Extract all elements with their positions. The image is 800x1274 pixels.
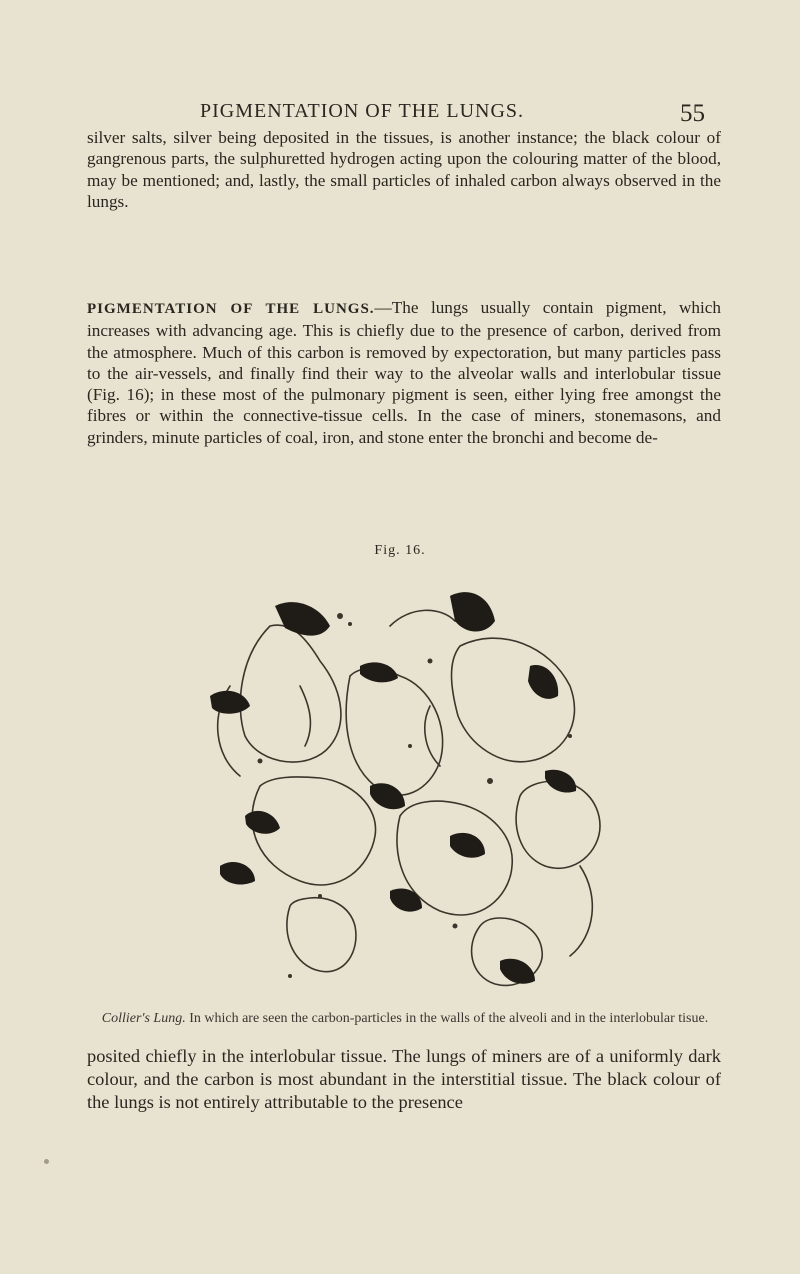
caption-text: In which are seen the carbon-particles in the walls of the alveoli and in the interlobular tisue. — [189, 1011, 709, 1026]
section-body: —The lungs usually contain pigment, which increases with advancing age. This is chiefly due to the presence of carbon, derived from the atmosphere. Much of this carbon is removed by expectoration, but many particles pass to the air-vessels, and finally find their way to the alveolar walls and interlobular tissue (Fig. 16); in these most of the pulmonary pigment is seen, either lying free amongst the fibres or within the connective-tissue cells. In the case of miners, stonemasons, and grinders, minute particles of coal, iron, and stone enter the bronchi and become de- — [87, 298, 721, 447]
page-number: 55 — [680, 100, 705, 127]
section-heading: PIGMENTATION OF THE LUNGS. — [87, 301, 375, 317]
paper-stain — [44, 1159, 49, 1164]
figure-caption — [90, 1010, 720, 1027]
figure-label: Fig. 16. — [374, 543, 426, 558]
paragraph-pigmentation — [87, 297, 721, 448]
lung-tissue-figure — [200, 566, 620, 1006]
caption-title: Collier's Lung. — [101, 1011, 186, 1026]
paragraph-after-figure: posited chiefly in the interlobular tissue. The lungs of miners are of a uniformly dark colour, and the carbon is most abundant in the interstitial tissue. The black colour of the lungs is not entirely attributable to the presence — [87, 1046, 721, 1112]
paragraph-continuation: silver salts, silver being deposited in the tissues, is another instance; the black colour of gangrenous parts, the sulphuretted hydrogen acting upon the colouring matter of the blood, may be mentioned; and, lastly, the small particles of inhaled carbon always observed in the lungs. — [87, 128, 721, 211]
running-title: PIGMENTATION OF THE LUNGS. — [200, 100, 525, 122]
